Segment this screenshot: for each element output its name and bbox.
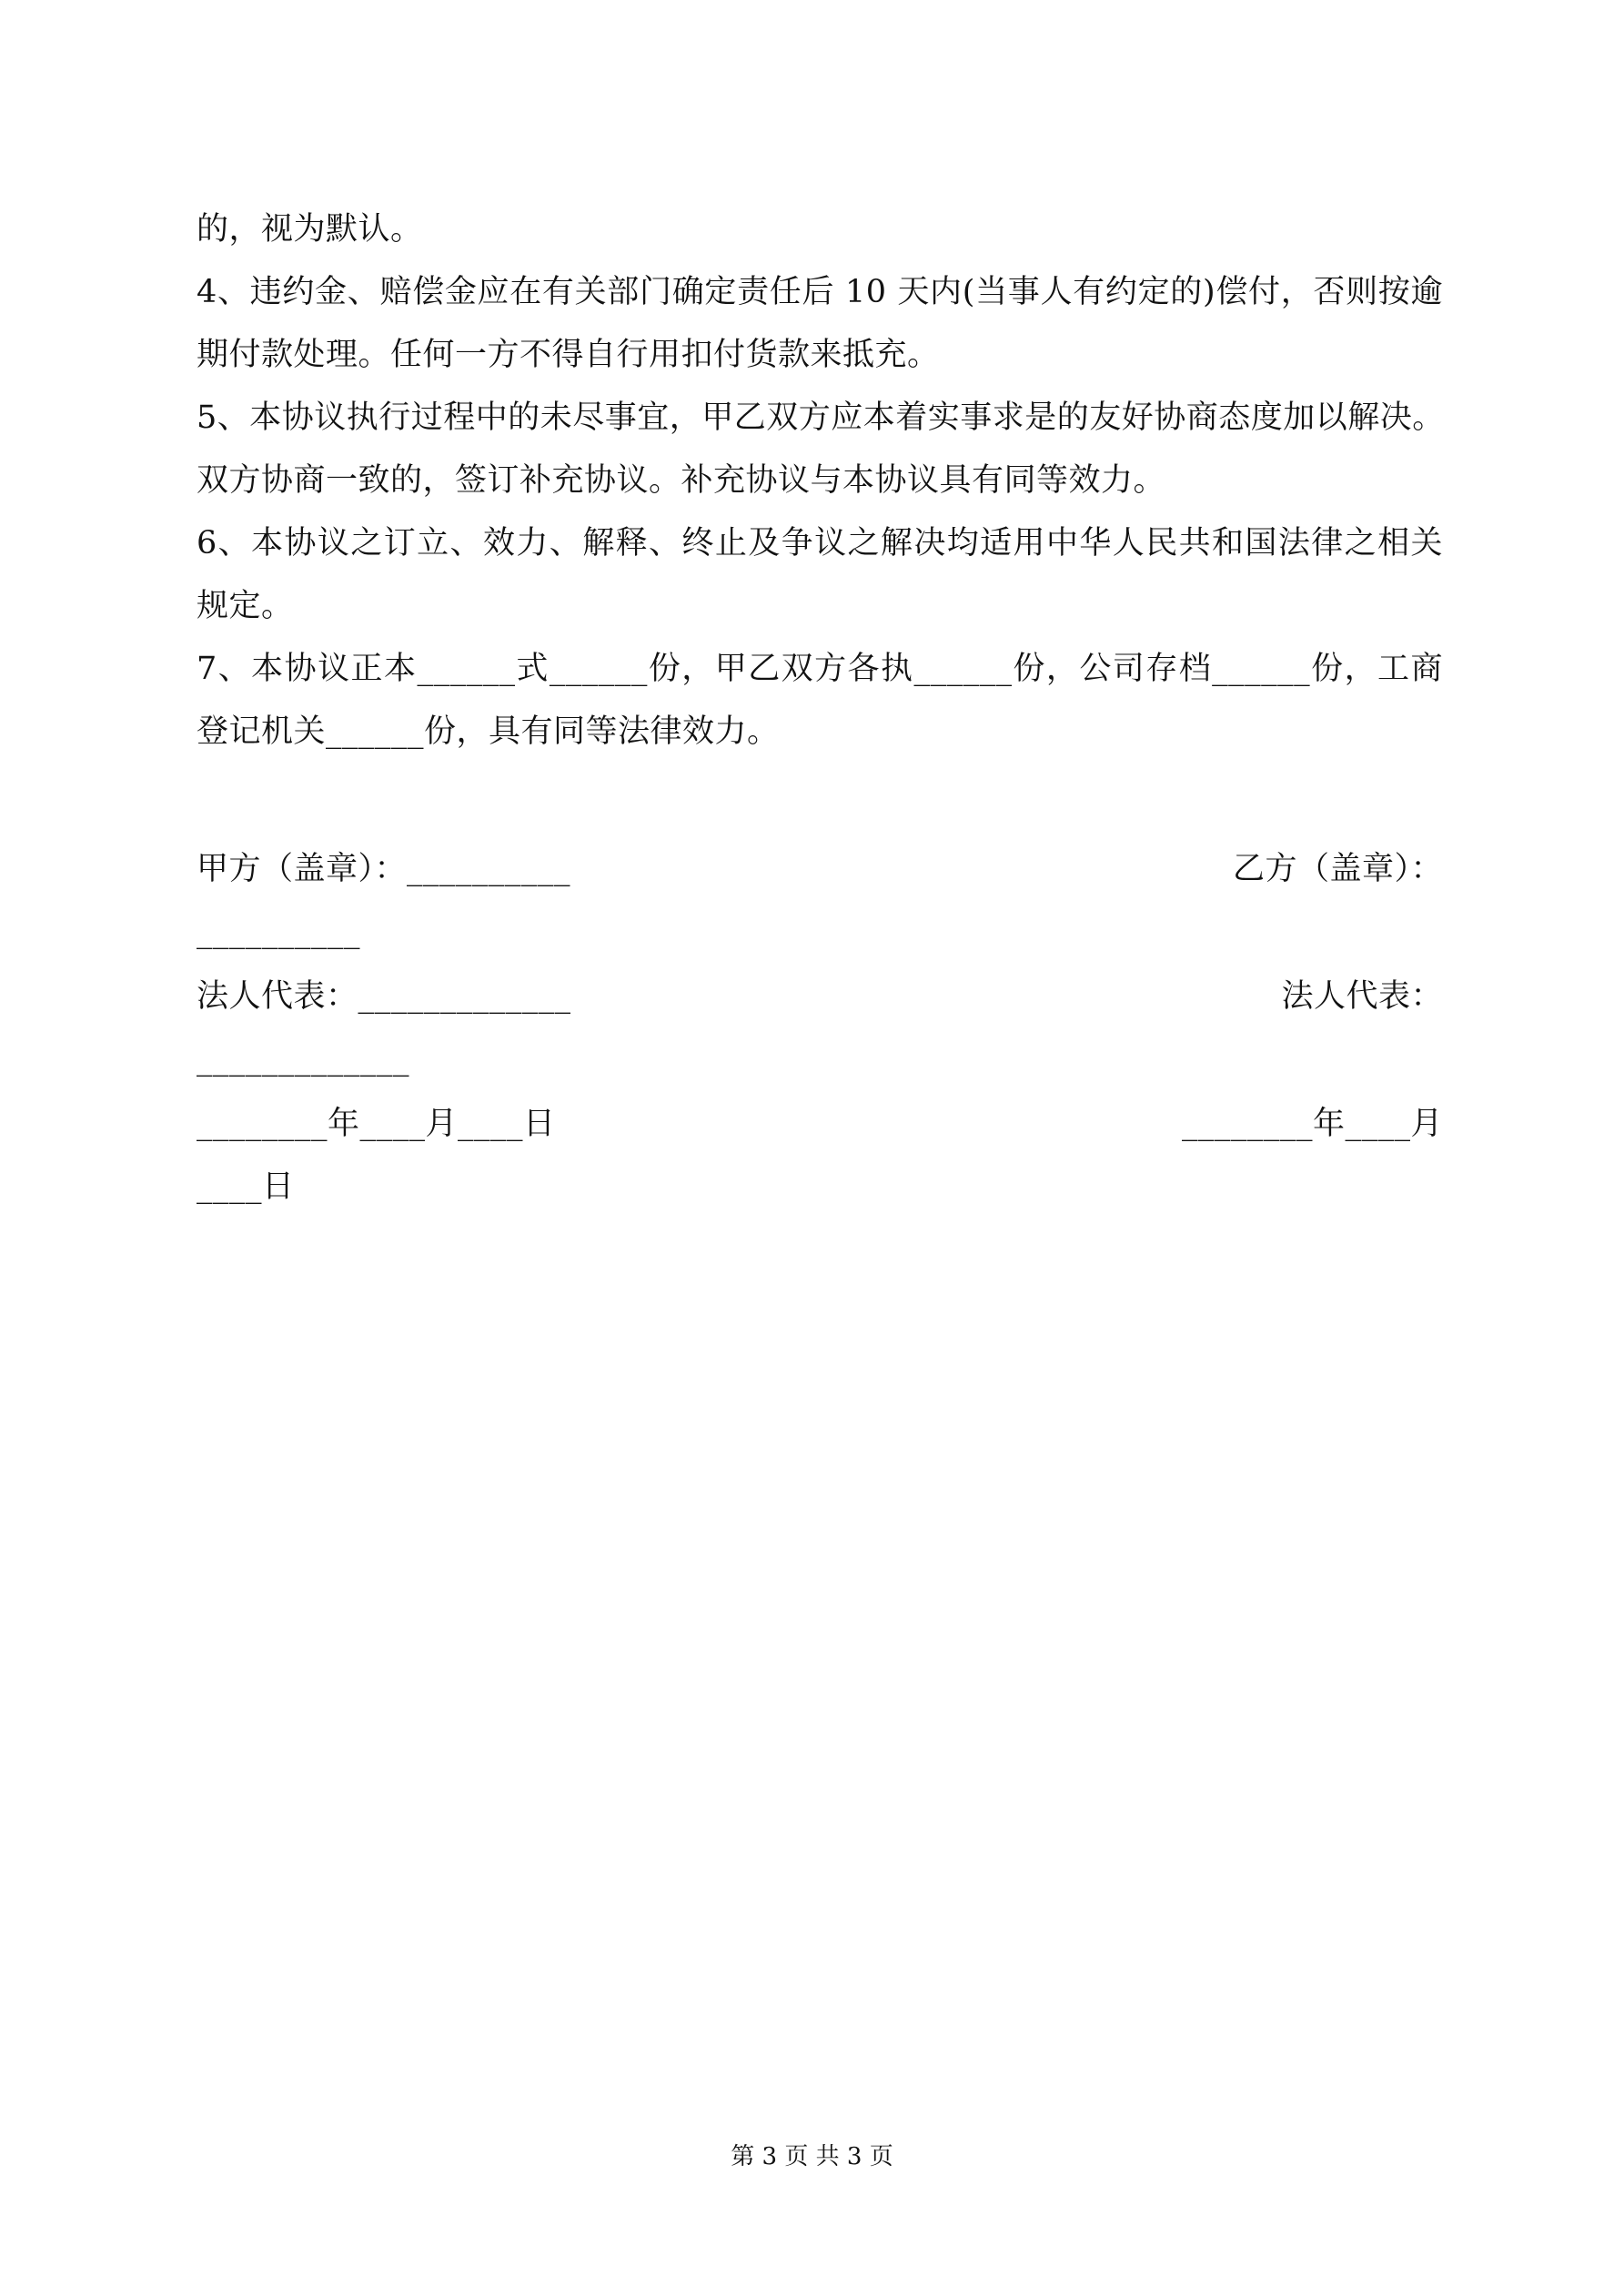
party-a-rep-label: 法人代表：_____________ <box>197 978 571 1015</box>
party-b-rep-blank: _____________ <box>197 1041 409 1077</box>
party-b-date: ________年____月 <box>1181 1106 1443 1142</box>
paragraph-line-2: 4、违约金、赔偿金应在有关部门确定责任后 10 天内(当事人有约定的)偿付，否则按逾 <box>197 274 1443 310</box>
paragraph-line-7: 规定。 <box>197 588 294 624</box>
party-b-rep-label: 法人代表： <box>1281 978 1443 1015</box>
page-footer: 第 3 页 共 3 页 <box>731 2143 893 2170</box>
paragraph-line-5: 双方协商一致的，签订补充协议。补充协议与本协议具有同等效力。 <box>197 462 1166 499</box>
party-b-date-day: ____日 <box>197 1168 295 1205</box>
paragraph-line-1: 的，视为默认。 <box>197 211 423 248</box>
party-a-date: ________年____月____日 <box>197 1106 556 1142</box>
party-a-seal-label: 甲方（盖章）：__________ <box>197 851 571 887</box>
paragraph-line-9: 登记机关______份，具有同等法律效力。 <box>197 713 780 750</box>
paragraph-line-3: 期付款处理。任何一方不得自行用扣付货款来抵充。 <box>197 337 940 373</box>
paragraph-line-8: 7、本协议正本______式______份，甲乙双方各执______份，公司存档______份，工商 <box>197 651 1443 687</box>
party-b-seal-blank: __________ <box>197 914 360 950</box>
party-b-seal-label: 乙方（盖章）： <box>1232 851 1443 887</box>
paragraph-line-6: 6、本协议之订立、效力、解释、终止及争议之解决均适用中华人民共和国法律之相关 <box>197 525 1443 561</box>
paragraph-line-4: 5、本协议执行过程中的未尽事宜，甲乙双方应本着实事求是的友好协商态度加以解决。 <box>197 400 1445 436</box>
